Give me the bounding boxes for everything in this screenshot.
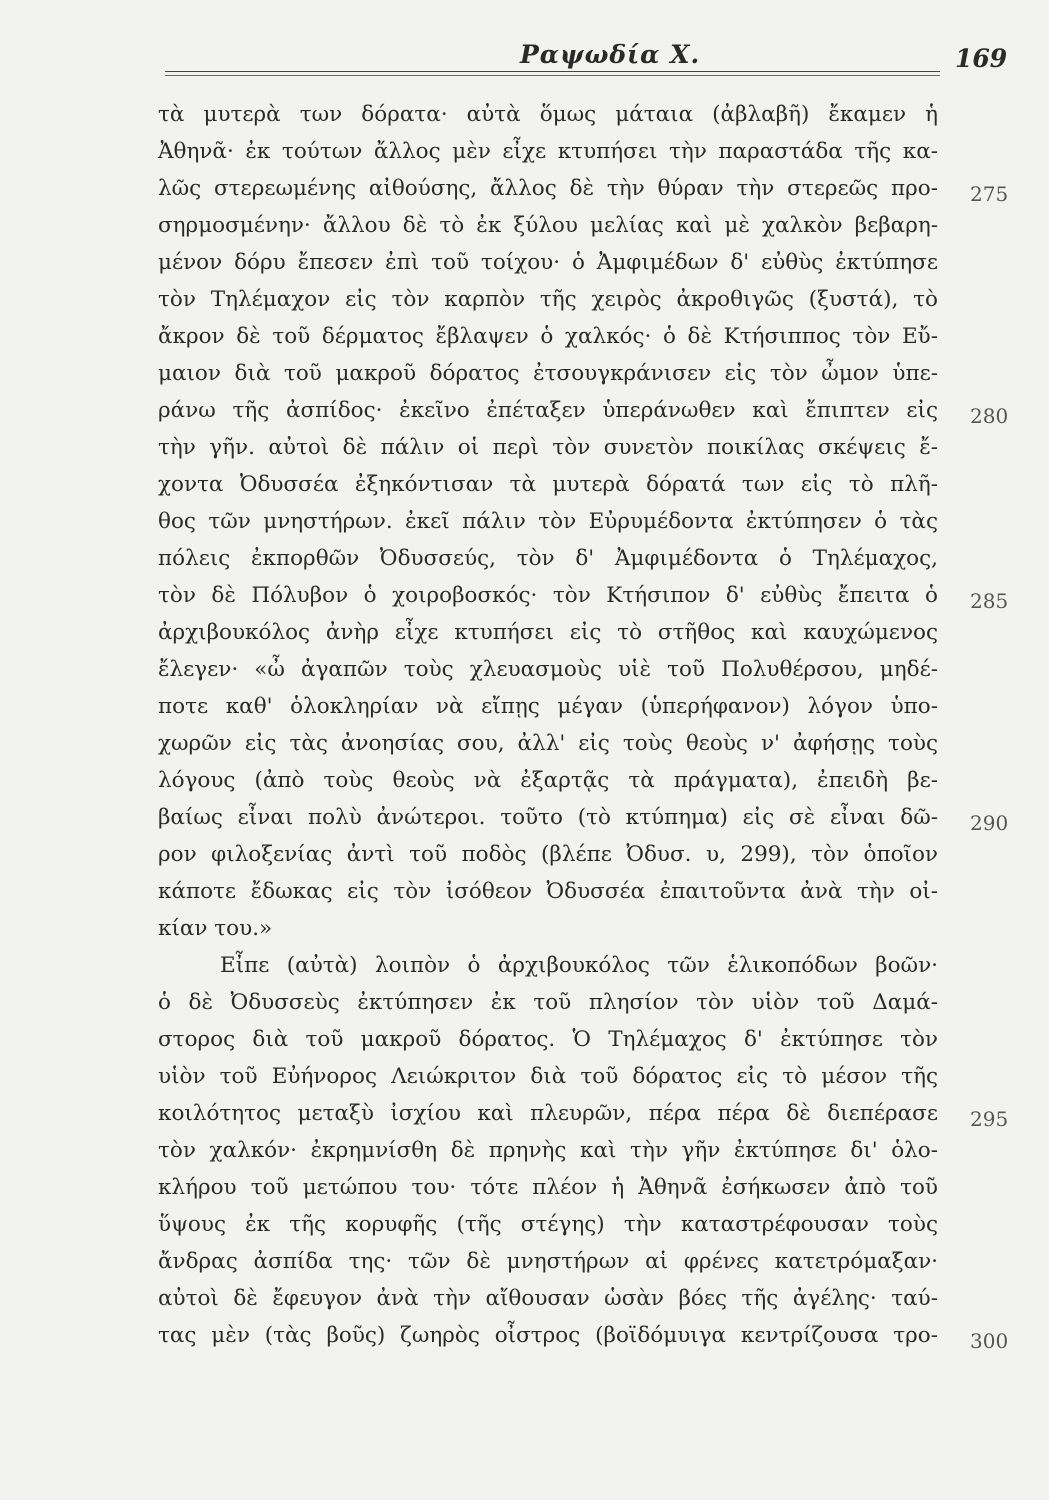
text-line: κίαν του.» <box>158 916 273 941</box>
line-number-280: 280 <box>970 404 1009 428</box>
text-line: αὐτοὶ δὲ ἔφευγον ἀνὰ τὴν αἴθουσαν ὡσὰν βόες τῆς ἀγέλης· ταύ- <box>158 1286 938 1311</box>
text-line: σηρμοσμένην· ἄλλου δὲ τὸ ἐκ ξύλου μελίας καὶ μὲ χαλκὸν βεβαρη- <box>158 213 938 238</box>
header-rule <box>165 71 940 72</box>
text-line: ἀρχιβουκόλος ἀνὴρ εἶχε κτυπήσει εἰς τὸ στῆθος καὶ καυχώμενος <box>158 620 938 645</box>
text-line: θος τῶν μνηστήρων. ἐκεῖ πάλιν τὸν Εὐρυμέδοντα ἐκτύπησεν ὁ τὰς <box>158 509 938 534</box>
line-number-275: 275 <box>970 182 1009 206</box>
text-line: τὴν γῆν. αὐτοὶ δὲ πάλιν οἱ περὶ τὸν συνετὸν ποικίλας σκέψεις ἔ- <box>158 435 938 460</box>
line-number-295: 295 <box>970 1107 1009 1131</box>
text-line: τὸν χαλκόν· ἐκρημνίσθη δὲ πρηνὴς καὶ τὴν γῆν ἐκτύπησε δι' ὁλο- <box>158 1138 938 1163</box>
text-line: τὸν δὲ Πόλυβον ὁ χοιροβοσκός· τὸν Κτήσιπον δ' εὐθὺς ἔπειτα ὁ <box>158 583 938 608</box>
text-line: ὕψους ἐκ τῆς κορυφῆς (τῆς στέγης) τὴν καταστρέφουσαν τοὺς <box>158 1212 938 1237</box>
text-line: πόλεις ἐκπορθῶν Ὀδυσσεύς, τὸν δ' Ἀμφιμέδοντα ὁ Τηλέμαχος, <box>158 546 938 571</box>
text-line: τὸν Τηλέμαχον εἰς τὸν καρπὸν τῆς χειρὸς ἀκροθιγῶς (ξυστά), τὸ <box>158 287 938 312</box>
text-line: λόγους (ἀπὸ τοὺς θεοὺς νὰ ἐξαρτᾷς τὰ πράγματα), ἐπειδὴ βε- <box>158 768 938 793</box>
text-line: βαίως εἶναι πολὺ ἀνώτεροι. τοῦτο (τὸ κτύπημα) εἰς σὲ εἶναι δῶ- <box>158 805 938 830</box>
text-line: ἄνδρας ἀσπίδα της· τῶν δὲ μνηστήρων αἱ φρένες κατετρόμαξαν· <box>158 1249 938 1274</box>
text-line: ποτε καθ' ὁλοκληρίαν νὰ εἴπῃς μέγαν (ὑπερήφανον) λόγον ὑπο- <box>158 694 938 719</box>
text-line: ρον φιλοξενίας ἀντὶ τοῦ ποδὸς (βλέπε Ὀδυσ. υ, 299), τὸν ὁποῖον <box>158 842 938 867</box>
text-line: μαιον διὰ τοῦ μακροῦ δόρατος ἐτσουγκράνισεν εἰς τὸν ὦμον ὑπε- <box>158 361 938 386</box>
text-line: μένον δόρυ ἔπεσεν ἐπὶ τοῦ τοίχου· ὁ Ἀμφιμέδων δ' εὐθὺς ἐκτύπησε <box>158 250 938 275</box>
text-line: ἔλεγεν· «ὦ ἀγαπῶν τοὺς χλευασμοὺς υἱὲ τοῦ Πολυθέρσου, μηδέ- <box>158 657 938 682</box>
text-line: ἄκρον δὲ τοῦ δέρματος ἔβλαψεν ὁ χαλκός· ὁ δὲ Κτήσιππος τὸν Εὔ- <box>158 324 938 349</box>
text-line: υἱὸν τοῦ Εὐήνορος Λειώκριτον διὰ τοῦ δόρατος εἰς τὸ μέσον τῆς <box>158 1064 938 1089</box>
text-line: ὁ δὲ Ὀδυσσεὺς ἐκτύπησεν ἐκ τοῦ πλησίον τὸν υἱὸν τοῦ Δαμά- <box>158 990 938 1015</box>
page-number: 169 <box>955 44 1008 73</box>
text-line: στορος διὰ τοῦ μακροῦ δόρατος. Ὁ Τηλέμαχος δ' ἐκτύπησε τὸν <box>158 1027 938 1052</box>
text-line: τὰ μυτερὰ των δόρατα· αὐτὰ ὅμως μάταια (ἀβλαβῆ) ἔκαμεν ἡ <box>158 102 938 127</box>
header-rule-secondary <box>165 75 940 76</box>
text-line: ράνω τῆς ἀσπίδος· ἐκεῖνο ἐπέταξεν ὑπεράνωθεν καὶ ἔπιπτεν εἰς <box>158 398 938 423</box>
text-line: τας μὲν (τὰς βοῦς) ζωηρὸς οἶστρος (βοϊδόμυιγα κεντρίζουσα τρο- <box>158 1323 938 1348</box>
text-line: κοιλότητος μεταξὺ ἰσχίου καὶ πλευρῶν, πέρα πέρα δὲ διεπέρασε <box>158 1101 938 1126</box>
text-line: χωρῶν εἰς τὰς ἀνοησίας σου, ἀλλ' εἰς τοὺς θεοὺς ν' ἀφήσῃς τοὺς <box>158 731 938 756</box>
text-line: χοντα Ὀδυσσέα ἐξηκόντισαν τὰ μυτερὰ δόρατά των εἰς τὸ πλῆ- <box>158 472 938 497</box>
line-number-300: 300 <box>970 1329 1009 1353</box>
text-line: κλήρου τοῦ μετώπου του· τότε πλέον ἡ Ἀθηνᾶ ἐσήκωσεν ἀπὸ τοῦ <box>158 1175 938 1200</box>
chapter-title: Ραψωδία Χ. <box>520 40 701 69</box>
text-line: Εἶπε (αὐτὰ) λοιπὸν ὁ ἀρχιβουκόλος τῶν ἑλικοπόδων βοῶν· <box>220 953 938 978</box>
line-number-290: 290 <box>970 811 1009 835</box>
text-line: Ἀθηνᾶ· ἐκ τούτων ἄλλος μὲν εἶχε κτυπήσει τὴν παραστάδα τῆς κα- <box>158 139 938 164</box>
text-line: κάποτε ἔδωκας εἰς τὸν ἰσόθεον Ὀδυσσέα ἐπαιτοῦντα ἀνὰ τὴν οἰ- <box>158 879 938 904</box>
line-number-285: 285 <box>970 589 1009 613</box>
text-line: λῶς στερεωμένης αἰθούσης, ἄλλος δὲ τὴν θύραν τὴν στερεῶς προ- <box>158 176 938 201</box>
